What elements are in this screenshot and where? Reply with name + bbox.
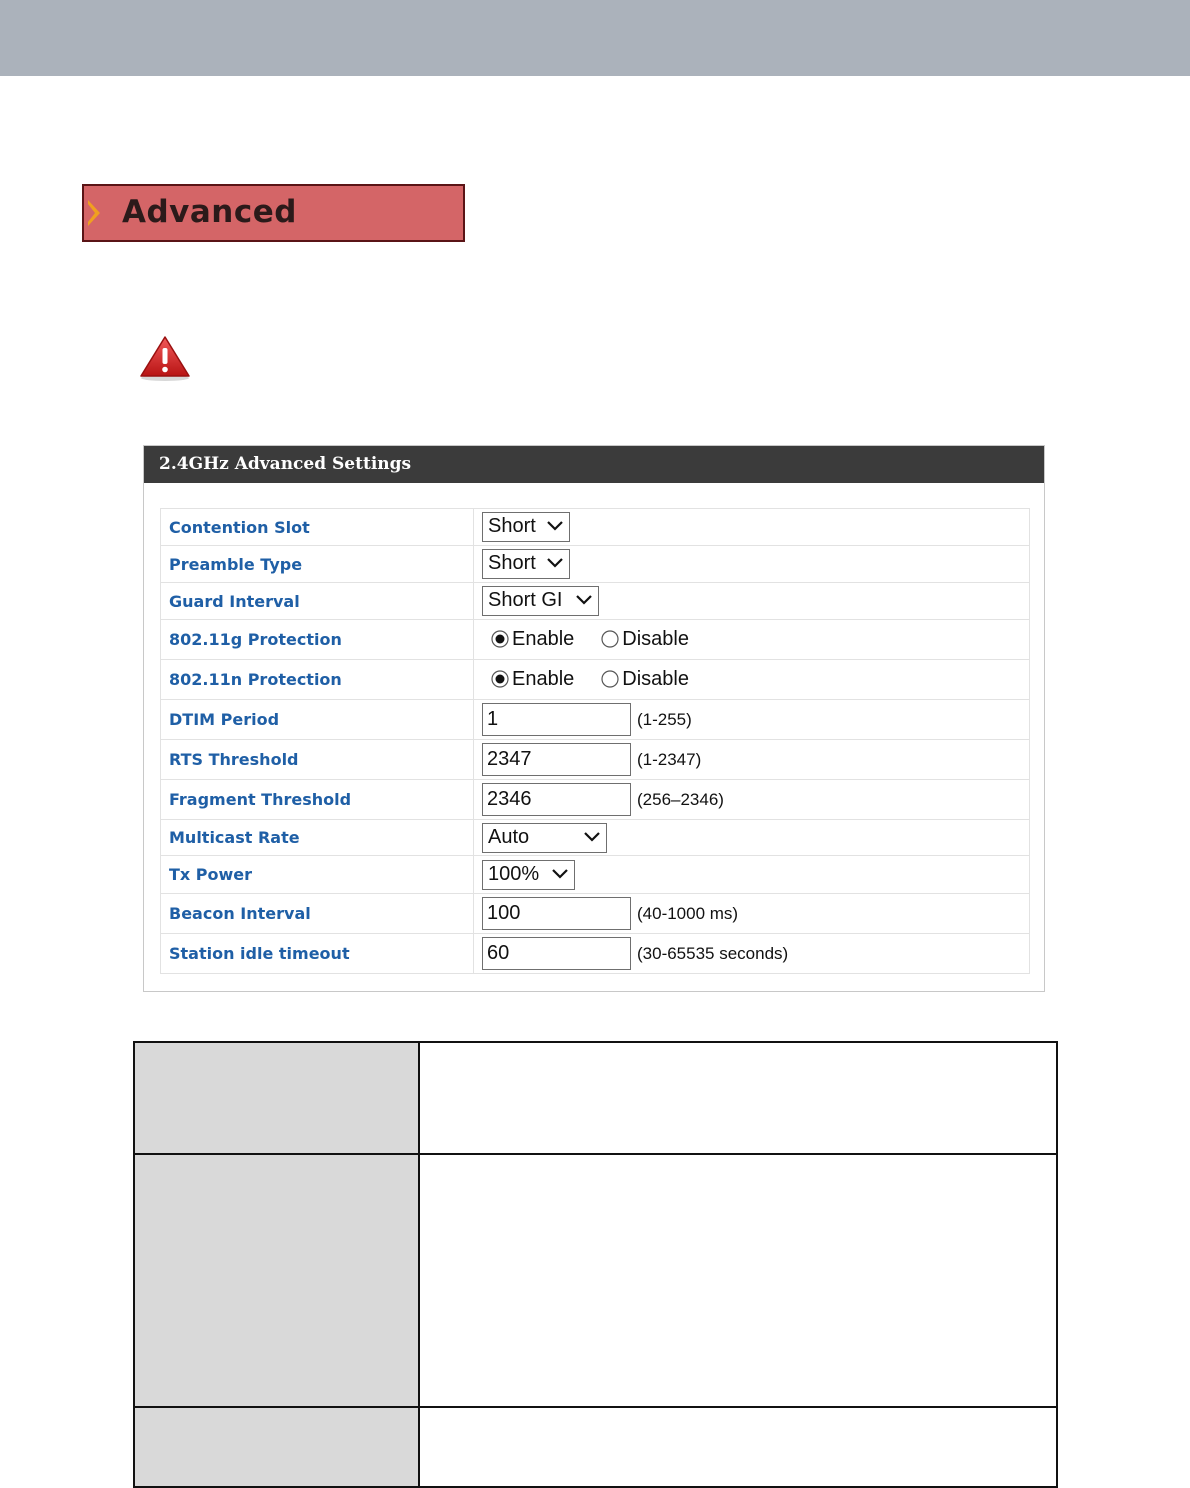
advanced-settings-panel	[143, 445, 1045, 992]
chevron-right-icon	[88, 200, 100, 226]
setting-label: Preamble Type	[161, 546, 474, 583]
guard-interval-select[interactable]	[482, 586, 599, 616]
setting-label: Fragment Threshold	[161, 780, 474, 820]
radio-label: Disable	[622, 668, 689, 690]
panel-title: 2.4GHz Advanced Settings	[159, 454, 412, 474]
setting-value-cell	[474, 780, 1030, 820]
fragment-threshold-input[interactable]: 2346	[482, 783, 631, 816]
settings-row	[161, 620, 1030, 660]
radio-checked-icon	[491, 668, 509, 690]
setting-value-cell	[474, 509, 1030, 546]
settings-row	[161, 740, 1030, 780]
description-table	[133, 1041, 1058, 1488]
description-key-cell	[134, 1154, 419, 1407]
setting-value-cell	[474, 660, 1030, 700]
setting-value-cell	[474, 894, 1030, 934]
station-idle-timeout-input[interactable]: 60	[482, 937, 631, 970]
settings-row	[161, 700, 1030, 740]
selected-option: Short	[488, 515, 536, 537]
header-band	[0, 0, 1190, 76]
settings-row	[161, 780, 1030, 820]
rts-threshold-input[interactable]: 2347	[482, 743, 631, 776]
setting-value-cell	[474, 620, 1030, 660]
setting-value-cell	[474, 856, 1030, 894]
setting-label: 802.11g Protection	[161, 620, 474, 660]
description-row	[134, 1042, 1057, 1154]
settings-row	[161, 894, 1030, 934]
setting-value-cell	[474, 934, 1030, 974]
range-hint: (1-255)	[637, 709, 692, 729]
setting-label: Multicast Rate	[161, 820, 474, 856]
settings-row	[161, 546, 1030, 583]
warning-triangle-icon	[138, 334, 192, 382]
range-hint: (40-1000 ms)	[637, 903, 739, 923]
selected-option: Short GI	[488, 589, 563, 611]
setting-label: 802.11n Protection	[161, 660, 474, 700]
selected-option: Auto	[488, 825, 530, 848]
setting-value-cell	[474, 583, 1030, 620]
description-row	[134, 1407, 1057, 1487]
range-hint: (1-2347)	[637, 749, 702, 769]
802-11n-protection-enable-radio[interactable]	[488, 668, 574, 691]
selected-option: 100%	[488, 862, 540, 885]
802-11n-protection-disable-radio[interactable]	[598, 668, 689, 691]
chevron-down-icon	[546, 517, 564, 535]
settings-row	[161, 856, 1030, 894]
setting-label: RTS Threshold	[161, 740, 474, 780]
description-value-cell	[419, 1042, 1057, 1154]
range-hint: (30-65535 seconds)	[637, 943, 789, 963]
section-banner-advanced	[82, 184, 465, 242]
tx-power-select[interactable]	[482, 860, 575, 890]
contention-slot-select[interactable]	[482, 512, 570, 542]
radio-unchecked-icon	[601, 628, 619, 650]
description-key-cell	[134, 1407, 419, 1487]
dtim-period-input[interactable]: 1	[482, 703, 631, 736]
chevron-down-icon	[575, 591, 593, 609]
chevron-down-icon	[583, 828, 601, 846]
settings-row	[161, 660, 1030, 700]
setting-label: Guard Interval	[161, 583, 474, 620]
setting-value-cell	[474, 546, 1030, 583]
setting-label: Station idle timeout	[161, 934, 474, 974]
description-key-cell	[134, 1042, 419, 1154]
radio-label: Enable	[512, 668, 575, 690]
settings-table	[160, 508, 1030, 974]
chevron-down-icon	[551, 865, 569, 883]
settings-row	[161, 583, 1030, 620]
description-row	[134, 1154, 1057, 1407]
setting-label: DTIM Period	[161, 700, 474, 740]
setting-value-cell	[474, 700, 1030, 740]
multicast-rate-select[interactable]	[482, 823, 607, 853]
beacon-interval-input[interactable]: 100	[482, 897, 631, 930]
radio-label: Enable	[512, 628, 575, 650]
panel-header	[144, 446, 1044, 483]
preamble-type-select[interactable]	[482, 549, 570, 579]
802-11g-protection-enable-radio[interactable]	[488, 628, 574, 651]
radio-unchecked-icon	[601, 668, 619, 690]
settings-row	[161, 820, 1030, 856]
range-hint: (256–2346)	[637, 789, 724, 809]
chevron-down-icon	[546, 554, 564, 572]
settings-row	[161, 509, 1030, 546]
setting-value-cell	[474, 820, 1030, 856]
setting-label: Contention Slot	[161, 509, 474, 546]
radio-checked-icon	[491, 628, 509, 650]
setting-value-cell	[474, 740, 1030, 780]
selected-option: Short	[488, 552, 536, 574]
setting-label: Beacon Interval	[161, 894, 474, 934]
settings-row	[161, 934, 1030, 974]
radio-label: Disable	[622, 628, 689, 650]
setting-label: Tx Power	[161, 856, 474, 894]
802-11g-protection-disable-radio[interactable]	[598, 628, 689, 651]
description-value-cell	[419, 1154, 1057, 1407]
section-title: Advanced	[122, 194, 297, 230]
description-value-cell	[419, 1407, 1057, 1487]
